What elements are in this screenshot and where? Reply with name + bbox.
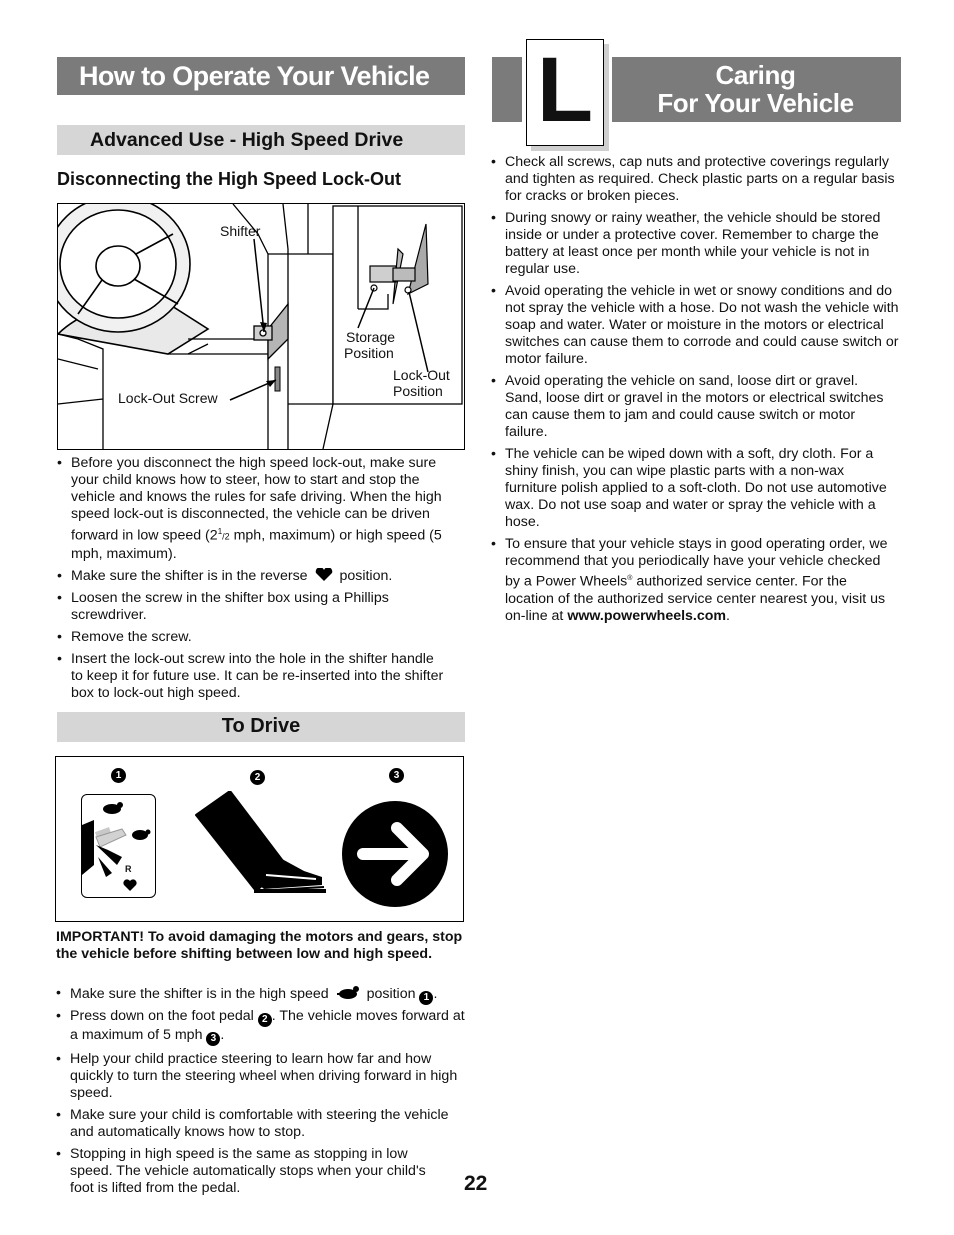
list-item: • Help your child practice steering to learn how far and how quickly to turn the steering wheel when driving forward in high speed.	[56, 1051, 468, 1102]
section-tab-letter: L	[536, 39, 594, 141]
list-item: • Make sure the shifter is in the high speed position 1 .	[56, 985, 468, 1005]
right-banner-line1: Caring	[715, 60, 796, 90]
step-2-badge: 2	[250, 770, 265, 785]
section-title-advanced	[57, 125, 465, 155]
important-note: IMPORTANT! To avoid damaging the motors and gears, stop the vehicle before shifting between low and high speed.	[56, 929, 463, 962]
left-banner-title: How to Operate Your Vehicle	[79, 61, 430, 91]
rabbit-icon	[335, 985, 361, 999]
advanced-bullets	[57, 455, 447, 707]
list-item: • Before you disconnect the high speed lock-out, make sure your child knows how to steer, how to start and stop the vehicle and knows the rules for safe driving. When the high speed lock-out is disconnected, the vehicle can be driven forward in low speed ($2^1/2$ mph, maximum) or high speed (5 mph, maximum).	[57, 455, 447, 563]
label-storage-2: Position	[344, 345, 394, 361]
step-1-inline: 1	[419, 991, 433, 1005]
section-title-to-drive-text: To Drive	[221, 715, 301, 737]
lockout-illustration	[58, 204, 464, 449]
section-title-to-drive	[57, 712, 465, 742]
heart-icon	[123, 879, 136, 891]
lockout-screw	[275, 367, 280, 391]
step-3-badge: 3	[389, 768, 404, 783]
heart-icon	[315, 568, 333, 581]
list-item: • Remove the screw.	[57, 629, 447, 646]
step-1-badge: 1	[111, 768, 126, 783]
right-banner-line2: For Your Vehicle	[657, 88, 854, 118]
arrow-right-icon	[341, 800, 449, 908]
caring-bullets	[491, 154, 899, 630]
to-drive-bullets	[56, 985, 468, 1202]
label-lockout-1: Lock-Out	[393, 367, 450, 383]
list-item: • Press down on the foot pedal 2 . The vehicle moves forward at a maximum of 5 mph 3 .	[56, 1008, 468, 1046]
list-item: • Stopping in high speed is the same as stopping in low speed. The vehicle automatically stops when your child's foot is lifted from the pedal.	[56, 1146, 440, 1197]
to-drive-figure	[55, 756, 464, 922]
page-number: 22	[464, 1172, 488, 1195]
lockout-figure	[57, 203, 465, 450]
turtle-icon	[132, 830, 151, 841]
list-item: • The vehicle can be wiped down with a soft, dry cloth. For a shiny finish, you can wipe plastic parts with a non-wax furniture polish applied to a soft-cloth. Do not use automotive wax. Do not use soap and water or spray the vehicle with a hose.	[491, 446, 899, 531]
reverse-letter: R	[125, 864, 132, 874]
list-item: • During snowy or rainy weather, the vehicle should be stored inside or under a protective cover. Remember to charge the battery at least once per month while your vehicle is not in regular use.	[491, 210, 899, 278]
foot-pedal-icon	[194, 791, 334, 901]
label-storage-1: Storage	[346, 329, 396, 345]
list-item: • Insert the lock-out screw into the hole in the shifter handle to keep it for future use. It can be re-inserted into the shifter box to lock-out high speed.	[57, 651, 447, 702]
steering-wheel-icon	[58, 204, 208, 354]
label-lockout-2: Position	[393, 383, 443, 399]
subtitle-disconnect: Disconnecting the High Speed Lock-Out	[57, 169, 402, 189]
step-3-inline: 3	[206, 1032, 220, 1046]
list-item: • To ensure that your vehicle stays in good operating order, we recommend that you periodically have your vehicle checked by a Power Wheels® authorized service center. For the location of the authorized service center nearest you, visit us on-line at www.powerwheels.com.	[491, 536, 899, 625]
list-item: • Make sure the shifter is in the reverse position.	[57, 568, 447, 585]
list-item: • Loosen the screw in the shifter box using a Phillips screwdriver.	[57, 590, 447, 624]
powerwheels-link: www.powerwheels.com	[567, 607, 727, 624]
label-shifter: Shifter	[220, 223, 261, 239]
list-item: • Make sure your child is comfortable with steering the vehicle and automatically knows how to stop.	[56, 1107, 468, 1141]
section-tab	[522, 36, 612, 150]
list-item: • Avoid operating the vehicle on sand, loose dirt or gravel. Sand, loose dirt or gravel in the motors or electrical switches can cause them to jam and could cause switch or motor failure.	[491, 373, 899, 441]
list-item: • Avoid operating the vehicle in wet or snowy conditions and do not spray the vehicle with a hose. Do not wash the vehicle with soap and water. Water or moisture in the motors or electrical switches can cause them to corrode and could cause switch or motor failure.	[491, 283, 899, 368]
left-banner	[57, 57, 465, 95]
step-2-inline: 2	[258, 1013, 272, 1027]
shifter-panel	[81, 794, 156, 898]
rabbit-icon	[103, 802, 123, 814]
shifter-handle	[254, 304, 288, 359]
section-title-advanced-text: Advanced Use - High Speed Drive	[90, 129, 404, 151]
label-lockout-screw: Lock-Out Screw	[118, 390, 218, 406]
list-item: • Check all screws, cap nuts and protective coverings regularly and tighten as required. Check plastic parts on a regular basis for cracks or broken pieces.	[491, 154, 899, 205]
